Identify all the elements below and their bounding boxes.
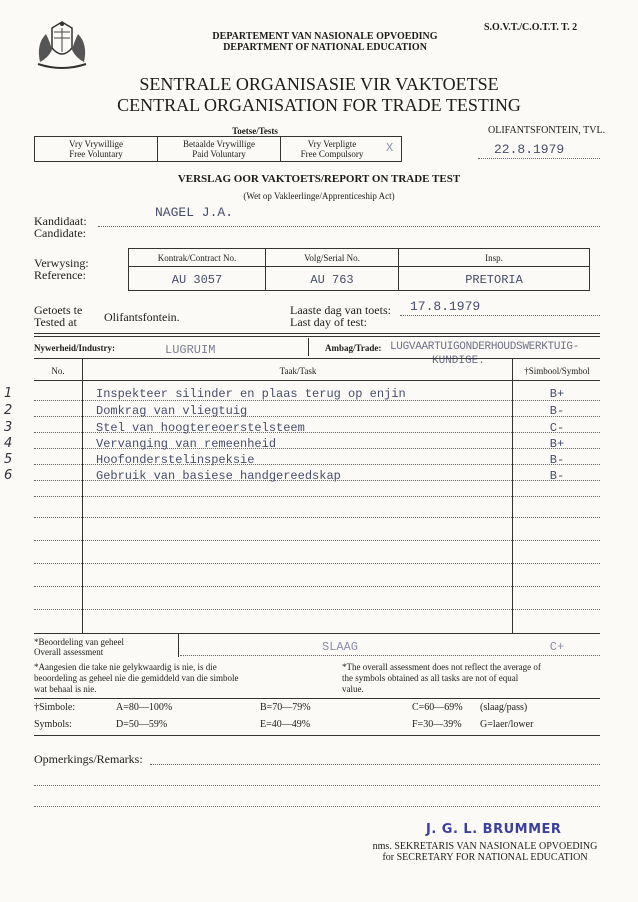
- task-symbol: B-: [549, 453, 565, 467]
- task-text: Gebruik van basiese handgereedskap: [96, 469, 341, 483]
- department-english: DEPARTMENT OF NATIONAL EDUCATION: [223, 42, 427, 53]
- symbols-label-af: †Simbole:: [34, 702, 76, 713]
- remarks-label: Opmerkings/Remarks:: [34, 752, 143, 766]
- industry-label: Nywerheid/Industry:: [34, 343, 116, 353]
- contract-no-value: AU 3057: [171, 273, 223, 287]
- symbol-range-f: F=30—39%: [412, 719, 462, 730]
- symbol-range-d: D=50—59%: [116, 719, 168, 730]
- trade-label: Ambag/Trade:: [325, 343, 382, 353]
- row-number: 1: [4, 386, 13, 401]
- report-subtitle: (Wet op Vakleerlinge/Apprenticeship Act): [243, 191, 395, 201]
- test-option-paid-voluntary[interactable]: Betaalde Vrywillige Paid Voluntary: [182, 139, 256, 159]
- tested-at-label: Getoets te Tested at: [34, 303, 83, 329]
- signature-stamp: J. G. L. BRUMMER: [426, 822, 562, 837]
- signature-title-en: for SECRETARY FOR NATIONAL EDUCATION: [382, 852, 588, 863]
- reference-label: Verwysing: Reference:: [34, 256, 89, 282]
- tests-heading: Toetse/Tests: [232, 126, 278, 136]
- task-text: Domkrag van vliegtuig: [96, 404, 248, 418]
- overall-result: SLAAG: [322, 640, 359, 654]
- insp-header: Insp.: [485, 253, 503, 263]
- column-no-header: No.: [51, 366, 65, 376]
- trade-value-line2: KUNDIGE.: [432, 355, 485, 367]
- serial-no-value: AU 763: [310, 273, 354, 287]
- location: OLIFANTSFONTEIN, TVL.: [488, 125, 606, 136]
- form-code: S.O.V.T./C.O.T.T. T. 2: [484, 22, 578, 33]
- contract-no-header: Kontrak/Contract No.: [157, 253, 237, 263]
- symbol-range-a: A=80—100%: [116, 702, 173, 713]
- symbols-label-en: Symbols:: [34, 719, 72, 730]
- symbol-range-b: B=70—79%: [260, 702, 311, 713]
- task-text: Stel van hoogtereoerstelsteem: [96, 421, 305, 435]
- task-symbol: B-: [549, 404, 565, 418]
- test-option-free-compulsory[interactable]: Vry Verpligte Free Compulsory: [300, 139, 364, 159]
- row-number: 5: [4, 452, 13, 467]
- test-option-free-voluntary[interactable]: Vry Vrywillige Free Voluntary: [69, 139, 123, 159]
- column-symbol-header: †Simbool/Symbol: [524, 366, 590, 376]
- column-task-header: Taak/Task: [279, 366, 317, 376]
- overall-assessment-label: *Beoordeling van geheel Overall assessment: [34, 637, 124, 657]
- candidate-label: Kandidaat: Candidate:: [34, 214, 87, 240]
- note-afrikaans: *Aangesien die take nie gelykwaardig is nie, is die beoordeling as geheel nie die gemiddeld van die simbole wat behaal is nie.: [34, 662, 239, 694]
- trade-value-line1: LUGVAARTUIGONDERHOUDSWERKTUIG-: [390, 341, 580, 353]
- symbol-range-g: G=laer/lower: [480, 719, 534, 730]
- insp-value: PRETORIA: [465, 273, 523, 287]
- overall-symbol: C+: [549, 640, 565, 654]
- organisation-english: CENTRAL ORGANISATION FOR TRADE TESTING: [117, 95, 521, 115]
- industry-value: LUGRUIM: [165, 343, 216, 357]
- serial-no-header: Volg/Serial No.: [304, 253, 360, 263]
- task-text: Vervanging van remeenheid: [96, 437, 277, 451]
- task-symbol: B+: [549, 387, 565, 401]
- department-afrikaans: DEPARTEMENT VAN NASIONALE OPVOEDING: [212, 31, 438, 42]
- row-number: 3: [4, 420, 13, 435]
- tested-at-value: Olifantsfontein.: [104, 310, 180, 324]
- last-day-label: Laaste dag van toets: Last day of test:: [290, 303, 391, 329]
- symbol-pass-note: (slaag/pass): [480, 702, 528, 713]
- report-title: VERSLAG OOR VAKTOETS/REPORT ON TRADE TEST: [177, 173, 461, 185]
- signature-title-af: nms. SEKRETARIS VAN NASIONALE OPVOEDING: [372, 841, 598, 852]
- task-symbol: C-: [549, 421, 565, 435]
- report-date: 22.8.1979: [494, 142, 565, 157]
- task-text: Hoofonderstelinspeksie: [96, 453, 255, 467]
- coat-of-arms-emblem: [30, 20, 94, 72]
- organisation-afrikaans: SENTRALE ORGANISASIE VIR VAKTOETSE: [139, 74, 499, 94]
- task-symbol: B+: [549, 437, 565, 451]
- task-symbol: B-: [549, 469, 565, 483]
- symbol-range-c: C=60—69%: [412, 702, 463, 713]
- note-english: *The overall assessment does not reflect the average of the symbols obtained as all tasks are not of equal value.: [342, 662, 541, 694]
- candidate-name: NAGEL J.A.: [155, 205, 234, 220]
- row-number: 2: [4, 403, 13, 418]
- compulsory-mark: X: [386, 141, 394, 155]
- last-day-value: 17.8.1979: [410, 299, 481, 314]
- row-number: 6: [4, 468, 13, 483]
- symbol-range-e: E=40—49%: [260, 719, 311, 730]
- row-number: 4: [4, 436, 13, 451]
- task-text: Inspekteer silinder en plaas terug op enjin: [96, 387, 406, 401]
